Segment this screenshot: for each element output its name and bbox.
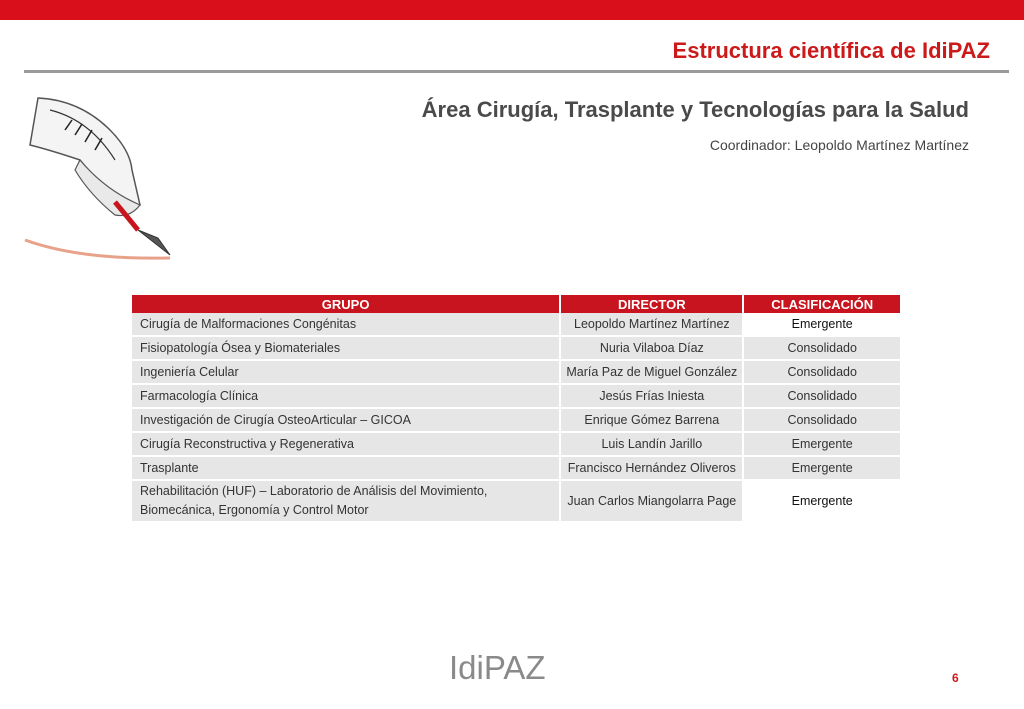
classification-cell: Emergente (743, 313, 900, 336)
group-cell-line: Rehabilitación (HUF) – Laboratorio de Análisis del Movimiento, (140, 484, 488, 498)
table-row (132, 432, 900, 456)
classification-cell: Consolidado (743, 384, 900, 408)
logo-text (449, 649, 546, 684)
table-row (132, 408, 900, 432)
logo-wordmark: IdiPAZ (449, 649, 546, 684)
classification-cell: Consolidado (743, 336, 900, 360)
classification-cell: Consolidado (743, 408, 900, 432)
group-cell: Farmacología Clínica (132, 384, 560, 408)
classification-cell: Emergente (743, 456, 900, 480)
title-divider (24, 70, 1009, 73)
classification-cell: Consolidado (743, 360, 900, 384)
director-cell: Francisco Hernández Oliveros (560, 456, 743, 480)
group-cell-line: Biomecánica, Ergonomía y Control Motor (140, 503, 369, 517)
classification-cell: Emergente (743, 432, 900, 456)
group-cell: Investigación de Cirugía OsteoArticular – GICOA (132, 408, 560, 432)
table-row (132, 384, 900, 408)
table-row (132, 480, 900, 522)
group-cell: Ingeniería Celular (132, 360, 560, 384)
director-cell: Jesús Frías Iniesta (560, 384, 743, 408)
table-row (132, 360, 900, 384)
coordinator-line: Coordinador: Leopoldo Martínez Martínez (709, 137, 969, 153)
group-cell: Cirugía Reconstructiva y Regenerativa (132, 432, 560, 456)
table-row (132, 313, 900, 336)
idipaz-logo (449, 648, 565, 684)
director-cell: Juan Carlos Miangolarra Page (560, 480, 743, 522)
classification-cell: Emergente (743, 480, 900, 522)
group-cell (132, 480, 560, 522)
director-cell: Enrique Gómez Barrena (560, 408, 743, 432)
hand-scalpel-illustration (20, 90, 180, 265)
table-header-row (132, 295, 900, 313)
column-header-classification: CLASIFICACIÓN (743, 295, 900, 313)
group-cell: Cirugía de Malformaciones Congénitas (132, 313, 560, 336)
top-accent-bar (0, 0, 1024, 20)
group-cell: Fisiopatología Ósea y Biomateriales (132, 336, 560, 360)
column-header-director: DIRECTOR (560, 295, 743, 313)
director-cell: Nuria Vilaboa Díaz (560, 336, 743, 360)
director-cell: Leopoldo Martínez Martínez (560, 313, 743, 336)
table-row (132, 456, 900, 480)
table-row (132, 336, 900, 360)
slide-title: Estructura científica de IdiPAZ (672, 38, 990, 63)
director-cell: Luis Landín Jarillo (560, 432, 743, 456)
area-title: Área Cirugía, Trasplante y Tecnologías para la Salud (421, 97, 969, 122)
group-cell: Trasplante (132, 456, 560, 480)
director-cell: María Paz de Miguel González (560, 360, 743, 384)
column-header-group: GRUPO (132, 295, 560, 313)
research-groups-table (132, 295, 900, 523)
page-number: 6 (952, 671, 959, 685)
